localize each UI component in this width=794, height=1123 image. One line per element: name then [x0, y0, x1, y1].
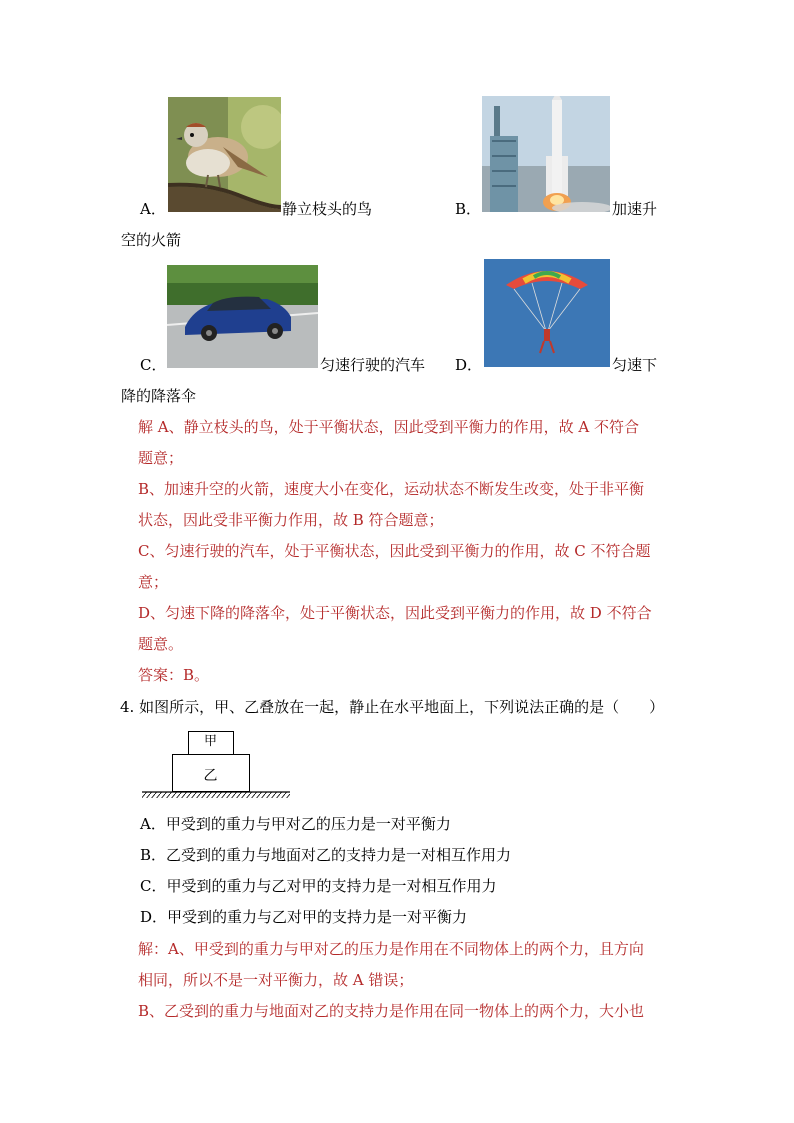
parachute-image: [484, 259, 610, 367]
option-d-letter: D．: [455, 356, 483, 374]
option-b-text-cont: 空的火箭: [121, 231, 182, 249]
q4-option-a: A．甲受到的重力与甲对乙的压力是一对平衡力: [140, 815, 451, 833]
option-c-text: 匀速行驶的汽车: [320, 356, 426, 374]
q3-solution-line: 状态，因此受非平衡力作用，故 B 符合题意；: [138, 511, 444, 529]
q3-solution-line: 解 A、静立枝头的鸟，处于平衡状态，因此受到平衡力的作用，故 A 不符合: [138, 418, 639, 436]
option-b-letter: B．: [455, 200, 482, 218]
option-b-text: 加速升: [612, 200, 658, 218]
rocket-image: [482, 96, 610, 212]
option-a-letter: A．: [140, 200, 166, 218]
q3-solution-line: 题意。: [138, 635, 184, 653]
q3-solution-line: C、匀速行驶的汽车，处于平衡状态，因此受到平衡力的作用，故 C 不符合题: [138, 542, 651, 560]
q4-solution-line: 解：A、甲受到的重力与甲对乙的压力是作用在不同物体上的两个力，且方向: [138, 940, 644, 958]
block-top-label: 甲: [203, 734, 217, 749]
option-d-text-cont: 降的降落伞: [121, 387, 197, 405]
q4-option-d: D．甲受到的重力与乙对甲的支持力是一对平衡力: [140, 908, 468, 926]
option-c-letter: C．: [140, 356, 167, 374]
q4-option-b: B．乙受到的重力与地面对乙的支持力是一对相互作用力: [140, 846, 512, 864]
q4-option-c: C．甲受到的重力与乙对甲的支持力是一对相互作用力: [140, 877, 497, 895]
q3-solution-line: D、匀速下降的降落伞，处于平衡状态，因此受到平衡力的作用，故 D 不符合: [138, 604, 652, 622]
q4-solution-line: B、乙受到的重力与地面对乙的支持力是作用在同一物体上的两个力，大小也: [138, 1002, 645, 1020]
q4-stem: 4. 如图所示，甲、乙叠放在一起，静止在水平地面上，下列说法正确的是（ ）: [120, 698, 665, 716]
q3-solution-line: 意；: [138, 573, 169, 591]
option-d-text: 匀速下: [612, 356, 658, 374]
q3-answer: 答案：B。: [138, 666, 210, 684]
q3-solution-line: 题意；: [138, 449, 184, 467]
q4-solution-line: 相同，所以不是一对平衡力，故 A 错误；: [138, 971, 414, 989]
q3-solution-line: B、加速升空的火箭，速度大小在变化，运动状态不断发生改变，处于非平衡: [138, 480, 645, 498]
car-image: [167, 265, 318, 368]
block-bottom-label: 乙: [203, 768, 218, 784]
option-a-text: 静立枝头的鸟: [282, 200, 373, 218]
bird-image: [168, 97, 281, 212]
